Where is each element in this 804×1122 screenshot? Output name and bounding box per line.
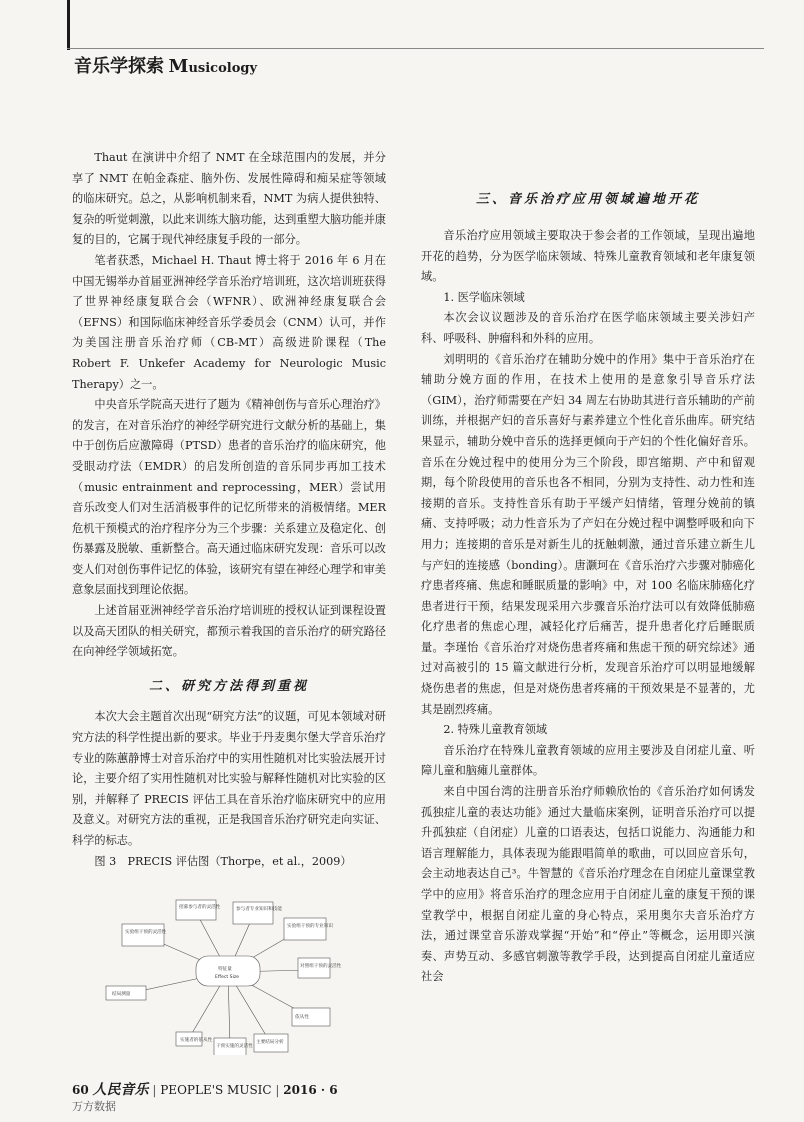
paragraph: 本次大会主题首次出现“研究方法”的议题，可见本领域对研究方法的科学性提出新的要求。毕业于丹麦奥尔堡大学音乐治疗专业的陈蕙静博士对音乐治疗中的实用性随机对比实验法展开讨论，主要介绍了实用性随机对比实验与解释性随机对比实验的区别，并解释了 PRECIS 评估工具在音乐治疗临床研究中的应用及意义。对研究方法的重视，正是我国音乐治疗研究走向实证、科学的标志。	[72, 710, 386, 847]
figure-center-label: 特征量	[218, 967, 232, 972]
right-column	[421, 226, 755, 988]
figure-node-label: 依从性	[295, 1015, 309, 1020]
figure-node-label: 主要结局分析	[256, 1040, 284, 1045]
paragraph: 上述首届亚洲神经学音乐治疗培训班的授权认证到课程设置以及高天团队的相关研究，都预示着我国的音乐治疗的研究路径在向神经学领域拓宽。	[72, 604, 386, 659]
paragraph: 来自中国台湾的注册音乐治疗师赖欣怡的《音乐治疗如何诱发孤独症儿童的表达功能》通过大量临床案例，证明音乐治疗可以提升孤独症（自闭症）儿童的口语表达，包括口说能力、沟通能力和语言理解能力，具体表现为能跟唱简单的歌曲，可以回应音乐句，会主动地表达自己³。牛智慧的《音乐治疗理念在自闭症儿童课堂教学中的应用》将音乐治疗的理念应用于自闭症儿童的康复干预的课堂教学中，根据自闭症儿童的身心特点，采用奥尔夫音乐治疗方法，通过课堂音乐游戏掌握“开始”和“停止”等概念，运用即兴演奏、声势互动、多感官刺激等教学手段，达到提高自闭症儿童适应社会	[421, 785, 755, 984]
figure-node-label: 实验组干预的专业知识	[287, 924, 333, 929]
watermark: 万方数据	[72, 1100, 116, 1113]
paragraph: 中央音乐学院高天进行了题为《精神创伤与音乐心理治疗》的发言，在对音乐治疗的神经学研究进行文献分析的基础上，集中于创伤后应激障碍（PTSD）患者的音乐治疗的临床研究，他受眼动疗法（EMDR）的启发所创造的音乐同步再加工技术（music entrainment and reprocessing，MER）尝试用音乐改变人们对生活消极事件的记忆所带来的消极情绪。MER 危机干预模式的治疗程序分为三个步骤：关系建立及稳定化、创伤暴露及脱敏、重新整合。高天通过临床研究发现：音乐可以改变人们对创伤事件记忆的体验，该研究有望在神经心理学和审美意象层面找到理论依据。	[72, 398, 386, 597]
figure-node-label: 结局测量	[112, 992, 131, 997]
figure-node-label: 干预实施的灵活性	[216, 1044, 253, 1049]
section-heading-3: 三、音乐治疗应用领域遍地开花	[475, 192, 700, 207]
footer-separator: |	[152, 1083, 157, 1097]
figure-center-label-en: Effect Size	[215, 975, 240, 980]
journal-en-rest: usicology	[188, 61, 258, 76]
subheading: 1. 医学临床领域	[443, 290, 525, 304]
figure-node-label: 对照组干预的灵活性	[300, 964, 342, 969]
header-rule	[67, 48, 764, 49]
paragraph: 本次会议议题涉及的音乐治疗在医学临床领域主要关涉妇产科、呼吸科、肿瘤科和外科的应用。	[421, 311, 755, 345]
page-number: 60	[72, 1083, 89, 1097]
figure-caption: 图 3 PRECIS 评估图（Thorpe，et al.，2009）	[94, 854, 352, 868]
subheading: 2. 特殊儿童教育领域	[443, 723, 548, 737]
figure-node-label: 招募参与者的灵活性	[179, 905, 221, 910]
journal-en-initial: M	[168, 56, 189, 77]
figure-node-label: 实验组干预的灵活性	[125, 930, 167, 935]
journal-brand: 人民音乐	[92, 1082, 149, 1098]
journal-en-name: PEOPLE'S MUSIC	[160, 1083, 272, 1097]
section-heading-2: 二、研究方法得到重视	[148, 678, 309, 694]
running-header	[74, 52, 257, 78]
issue-number: 2016 · 6	[283, 1083, 338, 1097]
paragraph: Thaut 在演讲中介绍了 NMT 在全球范围内的发展，并分享了 NMT 在帕金森症、脑外伤、发展性障碍和痴呆症等领域的临床研究。总之，从影响机制来看，NMT 为病人提供独特、复杂的听觉刺激，以此来训练大脑功能，达到重塑大脑功能并康复的目的，它属于现代神经康复手段的一部分。	[72, 151, 386, 247]
paragraph: 音乐治疗在特殊儿童教育领域的应用主要涉及自闭症儿童、听障儿童和脑瘫儿童群体。	[421, 743, 755, 778]
paragraph: 音乐治疗应用领域主要取决于参会者的工作领域，呈现出遍地开花的趋势，分为医学临床领域、特殊儿童教育领域和老年康复领域。	[421, 229, 755, 284]
figure-node-label: 参与者专业知识和技能	[236, 907, 282, 912]
precis-figure	[88, 890, 368, 1055]
left-column	[72, 148, 386, 872]
journal-section-title: 音乐学探索	[74, 56, 164, 77]
paragraph: 刘明明的《音乐治疗在辅助分娩中的作用》集中于音乐治疗在辅助分娩方面的作用，在技术上使用的是意象引导音乐疗法（GIM），治疗师需要在产妇 34 周左右协助其进行音乐辅助的产前训练，并根据产妇的音乐喜好与素养建立个性化音乐曲库。研究结果显示，辅助分娩中音乐的选择更倾向于产妇的个性化偏好音乐。音乐在分娩过程中的使用分为三个阶段，即宫缩期、产中和留观期，每个阶段使用的音乐也各不相同，分别为支持性、动力性和连接期的音乐。支持性音乐有助于平缓产妇情绪，管理分娩前的镇痛、支持呼吸；动力性音乐为了产妇在分娩过程中调整呼吸和向下用力；连接期的音乐是对新生儿的抚触刺激，通过音乐建立新生儿与产妇的连接感（bonding）。唐灏珂在《音乐治疗六步骤对肺癌化疗患者疼痛、焦虑和睡眠质量的影响》中，对 100 名临床肺癌化疗患者进行干预，结果发现采用六步骤音乐治疗法可以有效降低肺癌化疗患者的焦虑心理，减轻化疗后痛苦，提升患者化疗后睡眠质量。李瑾怡《音乐治疗对烧伤患者疼痛和焦虑干预的研究综述》通过对高被引的 15 篇文献进行分析，发现音乐治疗可以明显地缓解烧伤患者的焦虑，但是对烧伤患者疼痛的干预效果是不显著的，尤其是剧烈疼痛。	[421, 352, 755, 716]
footer-separator: |	[275, 1083, 280, 1097]
page-footer	[72, 1079, 338, 1099]
paragraph: 笔者获悉，Michael H. Thaut 博士将于 2016 年 6 月在中国无锡举办首届亚洲神经学音乐治疗培训班，这次培训班获得了世界神经康复联合会（WFNR）、欧洲神经康复联合会（EFNS）和国际临床神经音乐学委员会（CNM）认可，并作为美国注册音乐治疗师（CB-MT）高级进阶课程（The Robert F. Unkefer Academy for Neurologic Music Therapy）之一。	[72, 253, 386, 391]
figure-node-label: 实施者的依从性	[180, 1038, 213, 1043]
header-rule-vertical	[67, 0, 70, 50]
